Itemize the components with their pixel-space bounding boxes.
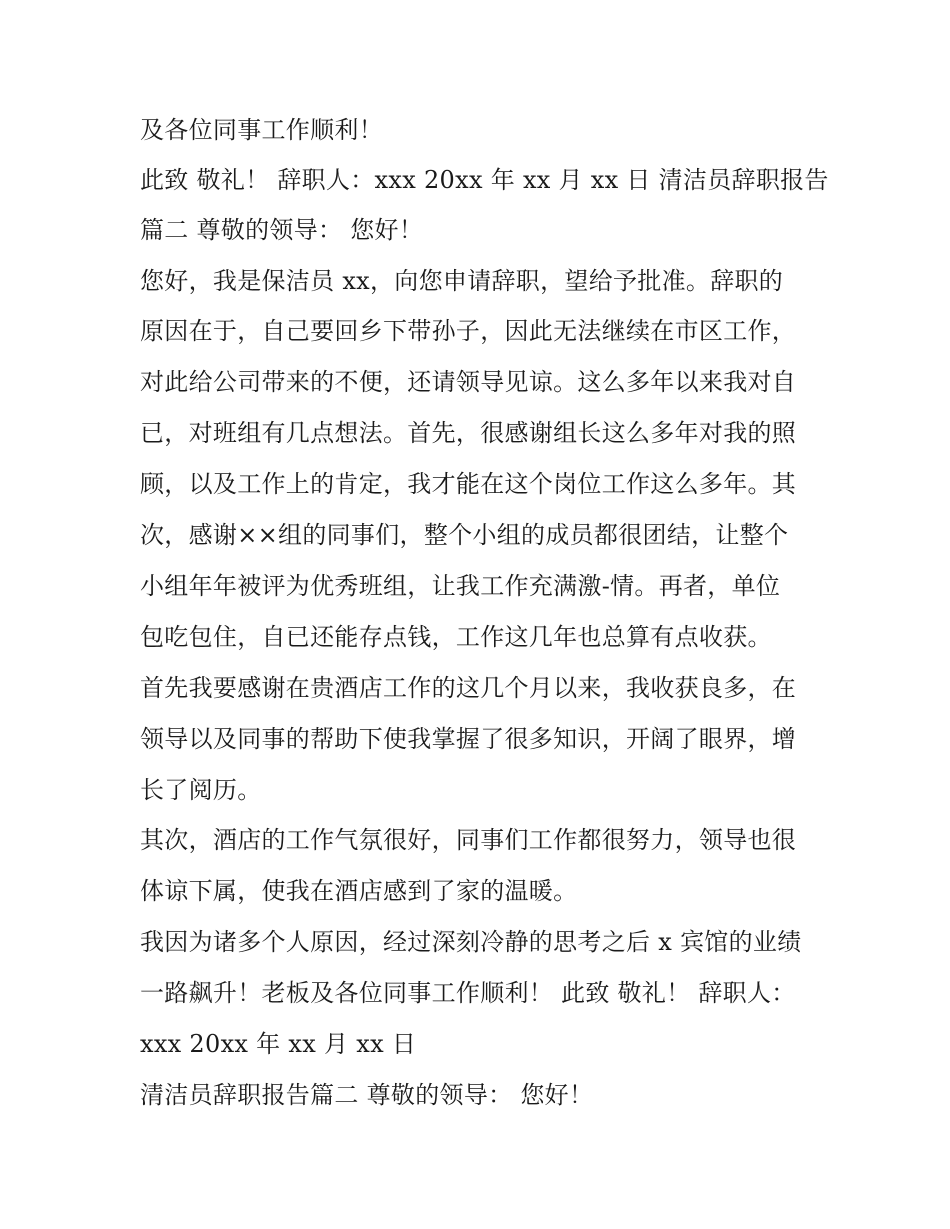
text-line: 首先我要感谢在贵酒店工作的这几个月以来，我收获良多，在: [140, 674, 797, 702]
text-line: 顾，以及工作上的肯定，我才能在这个岗位工作这么多年。其: [140, 470, 797, 498]
text-line: 原因在于，自己要回乡下带孙子，因此无法继续在市区工作，: [140, 317, 797, 345]
text-line: 我因为诸多个人原因，经过深刻冷静的思考之后 x 宾馆的业绩: [140, 928, 802, 956]
text-line: 体谅下属，使我在酒店感到了家的温暖。: [140, 877, 578, 905]
text-line: 次，感谢××组的同事们，整个小组的成员都很团结，让整个: [140, 521, 789, 549]
text-line: xxx 20xx 年 xx 月 xx 日: [140, 1030, 417, 1058]
text-line: 长了阅历。: [140, 776, 262, 804]
text-line: 及各位同事工作顺利！: [140, 116, 383, 144]
text-line: 您好，我是保洁员 xx，向您申请辞职，望给予批准。辞职的: [140, 267, 784, 295]
text-line: 此致 敬礼！ 辞职人：xxx 20xx 年 xx 月 xx 日 清洁员辞职报告: [140, 166, 829, 194]
text-line: 领导以及同事的帮助下使我掌握了很多知识，开阔了眼界，增: [140, 725, 797, 753]
text-line: 已，对班组有几点想法。首先，很感谢组长这么多年对我的照: [140, 419, 797, 447]
text-line: 清洁员辞职报告篇二 尊敬的领导： 您好！: [140, 1081, 594, 1109]
text-line: 其次，酒店的工作气氛很好，同事们工作都很努力，领导也很: [140, 826, 797, 854]
text-line: 包吃包住，自已还能存点钱，工作这几年也总算有点收获。: [140, 623, 772, 651]
text-line: 一路飙升！老板及各位同事工作顺利！ 此致 敬礼！ 辞职人：: [140, 979, 796, 1007]
text-line: 小组年年被评为优秀班组，让我工作充满激-情。再者，单位: [140, 572, 781, 600]
text-line: 对此给公司带来的不便，还请领导见谅。这么多年以来我对自: [140, 368, 797, 396]
text-line: 篇二 尊敬的领导： 您好！: [140, 216, 424, 244]
